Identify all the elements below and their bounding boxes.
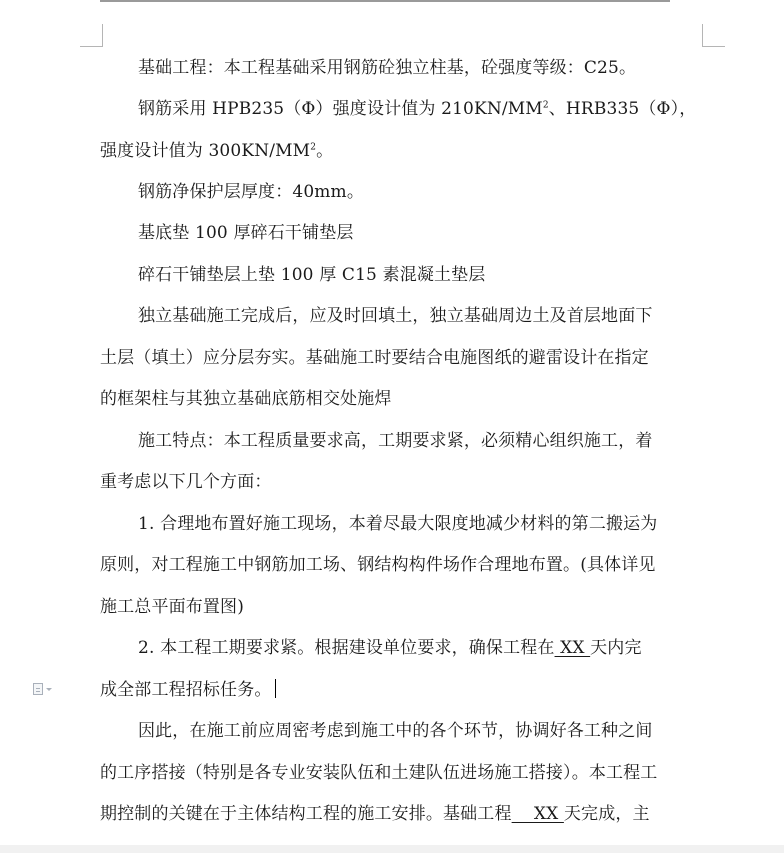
- page-top-border: [100, 0, 670, 2]
- text-run: 天内完: [590, 638, 642, 658]
- text-line[interactable]: 因此，在施工前应周密考虑到施工中的各个环节，协调好各工种之间: [138, 721, 653, 741]
- text-line[interactable]: [100, 803, 702, 825]
- text-line[interactable]: 基础工程：本工程基础采用钢筋砼独立柱基，砼强度等级：C25。: [138, 58, 637, 78]
- text-line[interactable]: 施工总平面布置图): [100, 597, 244, 617]
- text-line[interactable]: 碎石干铺垫层上垫 100 厚 C15 素混凝土垫层: [138, 265, 486, 285]
- text-line[interactable]: 土层（填土）应分层夯实。基础施工时要结合电施图纸的避雷设计在指定: [100, 348, 649, 368]
- superscript: 2: [310, 142, 317, 153]
- margin-marker-left: [80, 24, 103, 47]
- text-run: 2. 本工程工期要求紧。根据建设单位要求，确保工程在: [138, 638, 555, 658]
- superscript: 2: [542, 100, 549, 111]
- underlined-blank: XX: [554, 638, 591, 658]
- text-run: 钢筋采用 HPB235（Φ）强度设计值为 210KN/MM: [138, 99, 543, 119]
- page-gap: [0, 845, 784, 853]
- text-line[interactable]: 独立基础施工完成后，应及时回填土，独立基础周边土及首层地面下: [138, 306, 653, 326]
- text-cursor: [275, 679, 276, 698]
- text-line[interactable]: 1. 合理地布置好施工现场，本着尽最大限度地减少材料的第二搬运为: [138, 514, 658, 534]
- text-line[interactable]: [100, 140, 702, 162]
- text-line[interactable]: 的框架柱与其独立基础底筋相交处施焊: [100, 389, 392, 409]
- text-line[interactable]: 重考虑以下几个方面：: [100, 472, 272, 492]
- margin-marker-right: [702, 24, 725, 47]
- text-run: 期控制的关键在于主体结构工程的施工安排。基础工程: [100, 804, 512, 824]
- text-line[interactable]: 基底垫 100 厚碎石干铺垫层: [138, 223, 354, 243]
- paragraph-menu-icon[interactable]: [33, 682, 63, 696]
- text-run: 。: [316, 141, 334, 161]
- text-run: 天完成，主: [563, 804, 650, 824]
- text-line[interactable]: 的工序搭接（特别是各专业安装队伍和土建队伍进场施工搭接）。本工程工: [100, 763, 658, 783]
- text-line[interactable]: 施工特点：本工程质量要求高，工期要求紧，必须精心组织施工，着: [138, 431, 653, 451]
- text-run: 、HRB335（Φ），: [548, 99, 697, 119]
- text-run: 强度设计值为 300KN/MM: [100, 141, 311, 161]
- text-line[interactable]: [100, 637, 702, 659]
- underlined-blank: XX: [511, 804, 564, 824]
- text-run: 成全部工程招标任务。: [100, 680, 272, 700]
- document-icon: [33, 683, 43, 695]
- text-line[interactable]: [100, 679, 702, 701]
- text-line[interactable]: [100, 98, 702, 120]
- text-line[interactable]: 钢筋净保护层厚度：40mm。: [138, 182, 364, 202]
- dropdown-arrow-icon: [46, 688, 52, 691]
- text-line[interactable]: 原则，对工程施工中钢筋加工场、钢结构构件场作合理地布置。(具体详见: [100, 555, 656, 575]
